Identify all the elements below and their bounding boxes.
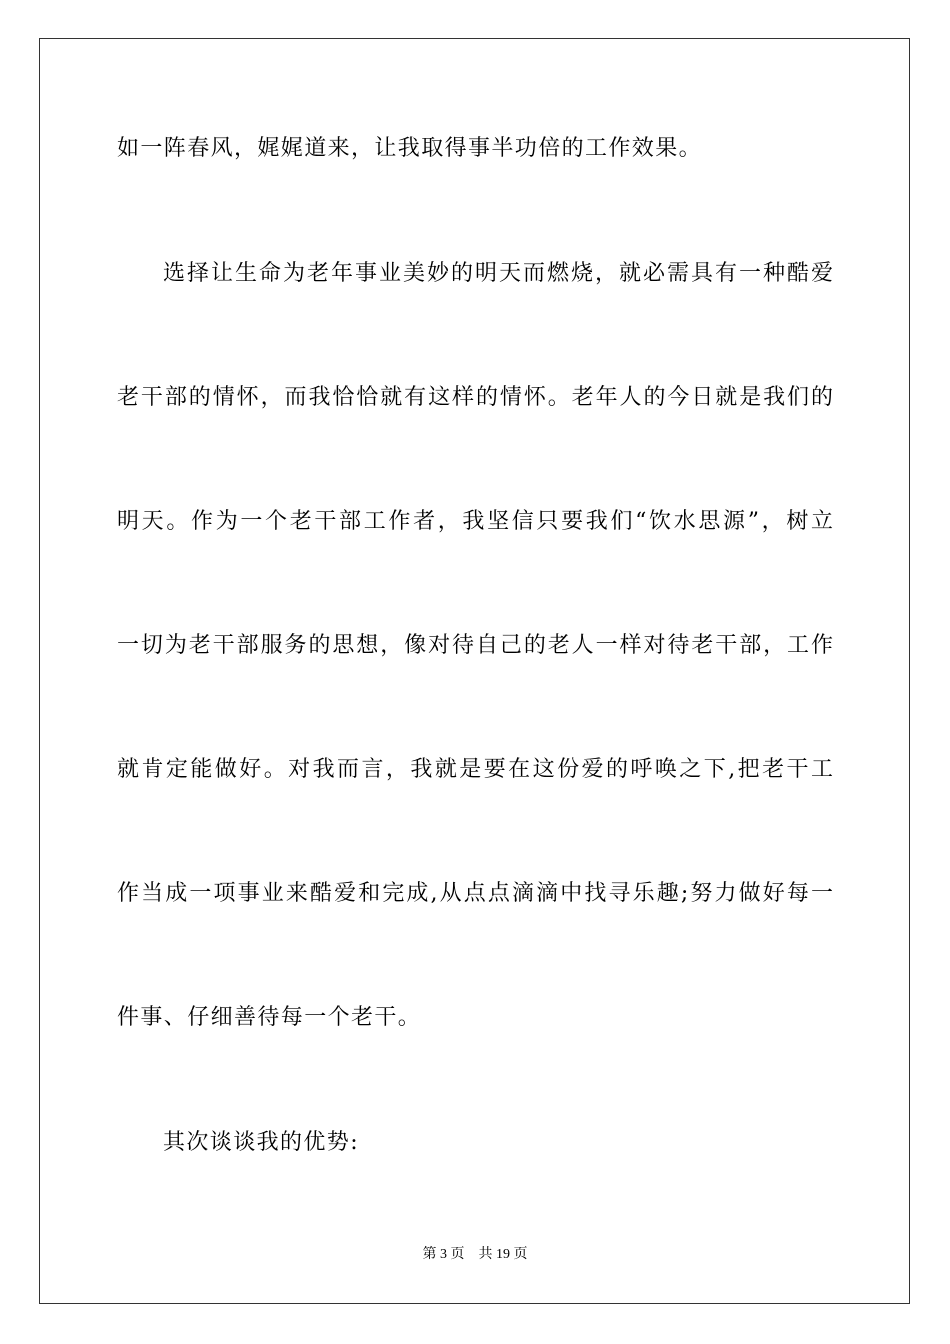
text-line-2: 选择让生命为老年事业美妙的明天而燃烧，就必需具有一种酷爱 (163, 261, 833, 286)
text-line-1: 如一阵春风，娓娓道来，让我取得事半功倍的工作效果。 (117, 136, 703, 161)
text-line-3: 老干部的情怀，而我恰恰就有这样的情怀。老年人的今日就是我们的 (117, 385, 833, 410)
text-line-5: 一切为老干部服务的思想，像对待自己的老人一样对待老干部，工作 (117, 633, 833, 658)
page-number-footer: 第 3 页 共 19 页 (422, 1247, 528, 1262)
text-line-9: 其次谈谈我的优势: (163, 1130, 360, 1155)
page-frame (39, 38, 910, 1304)
text-line-4: 明天。作为一个老干部工作者，我坚信只要我们“饮水思源”，树立 (117, 509, 833, 534)
text-line-6: 就肯定能做好。对我而言，我就是要在这份爱的呼唤之下,把老干工 (117, 757, 833, 782)
text-line-7: 作当成一项事业来酷爱和完成,从点点滴滴中找寻乐趣;努力做好每一 (117, 881, 833, 906)
text-line-8: 件事、仔细善待每一个老干。 (117, 1005, 422, 1030)
